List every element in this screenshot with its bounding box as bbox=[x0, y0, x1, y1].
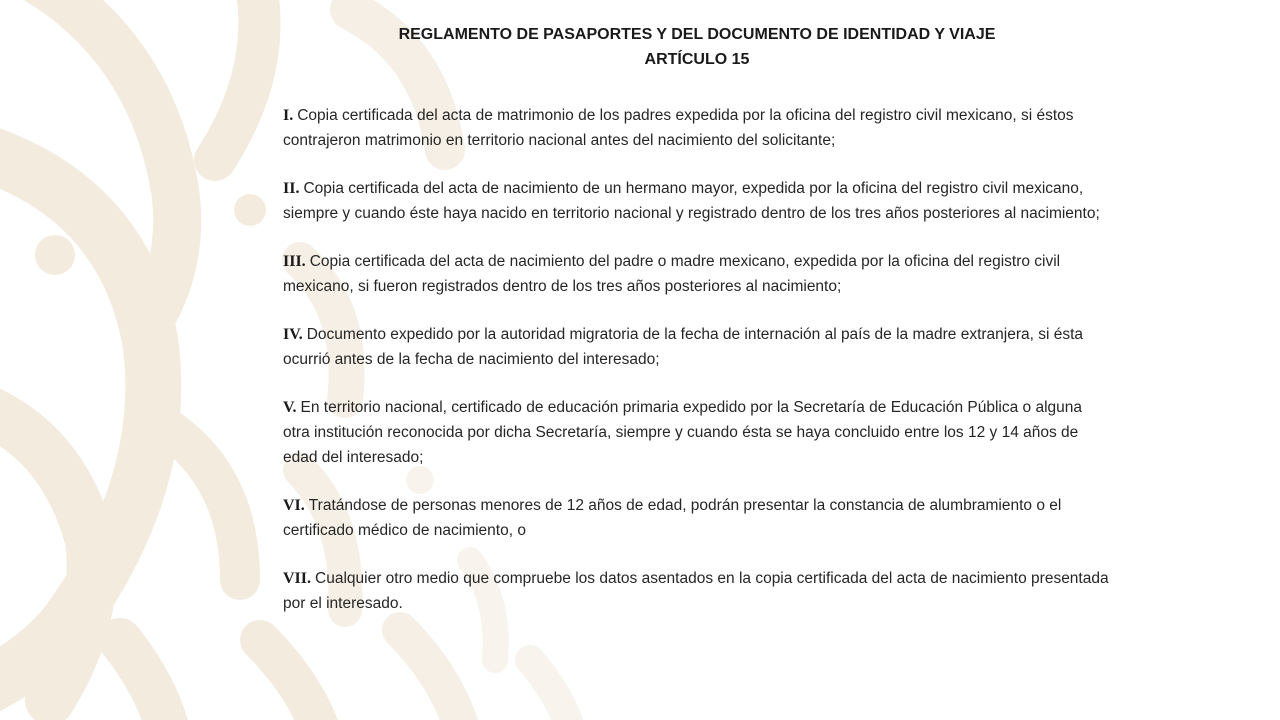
article-text: Copia certificada del acta de nacimiento de un hermano mayor, expedida por la oficina del registro civil mexicano, siempre y cuando éste haya nacido en territorio nacional y registrado dentro de los tres años posteriores al nacimiento; bbox=[283, 180, 1100, 222]
article-text: Tratándose de personas menores de 12 años de edad, podrán presentar la constancia de alumbramiento o el certificado médico de nacimiento, o bbox=[283, 497, 1062, 539]
article-numeral: III. bbox=[283, 253, 306, 270]
article-item-7 bbox=[283, 566, 1111, 616]
article-item-2 bbox=[283, 176, 1111, 226]
article-item-3 bbox=[283, 249, 1111, 299]
article-numeral: IV. bbox=[283, 326, 303, 343]
title-line-1: REGLAMENTO DE PASAPORTES Y DEL DOCUMENTO DE IDENTIDAD Y VIAJE bbox=[398, 26, 996, 43]
title-line-2: ARTÍCULO 15 bbox=[644, 51, 750, 68]
article-text: Copia certificada del acta de nacimiento del padre o madre mexicano, expedida por la oficina del registro civil mexicano, si fueron registrados dentro de los tres años posteriores al nacimiento; bbox=[283, 253, 1061, 295]
article-text: Documento expedido por la autoridad migratoria de la fecha de internación al país de la madre extranjera, si ésta ocurrió antes de la fecha de nacimiento del interesado; bbox=[283, 326, 1084, 368]
article-item-1 bbox=[283, 103, 1111, 153]
article-numeral: VI. bbox=[283, 497, 305, 514]
document-page bbox=[283, 22, 1111, 639]
article-item-6 bbox=[283, 493, 1111, 543]
article-item-5 bbox=[283, 395, 1111, 470]
article-text: Copia certificada del acta de matrimonio de los padres expedida por la oficina del registro civil mexicano, si éstos contrajeron matrimonio en territorio nacional antes del nacimiento del solicitante; bbox=[283, 107, 1074, 149]
article-numeral: I. bbox=[283, 107, 294, 124]
article-numeral: II. bbox=[283, 180, 300, 197]
article-text: Cualquier otro medio que compruebe los datos asentados en la copia certificada del acta de nacimiento presentada por el interesado. bbox=[283, 570, 1109, 612]
article-numeral: VII. bbox=[283, 570, 312, 587]
article-item-4 bbox=[283, 322, 1111, 372]
article-numeral: V. bbox=[283, 399, 297, 416]
article-text: En territorio nacional, certificado de educación primaria expedido por la Secretaría de Educación Pública o alguna otra institución reconocida por dicha Secretaría, siempre y cuando ésta se haya concluido entre los 12 y 14 años de edad del interesado; bbox=[283, 399, 1082, 466]
page-title bbox=[283, 22, 1111, 72]
